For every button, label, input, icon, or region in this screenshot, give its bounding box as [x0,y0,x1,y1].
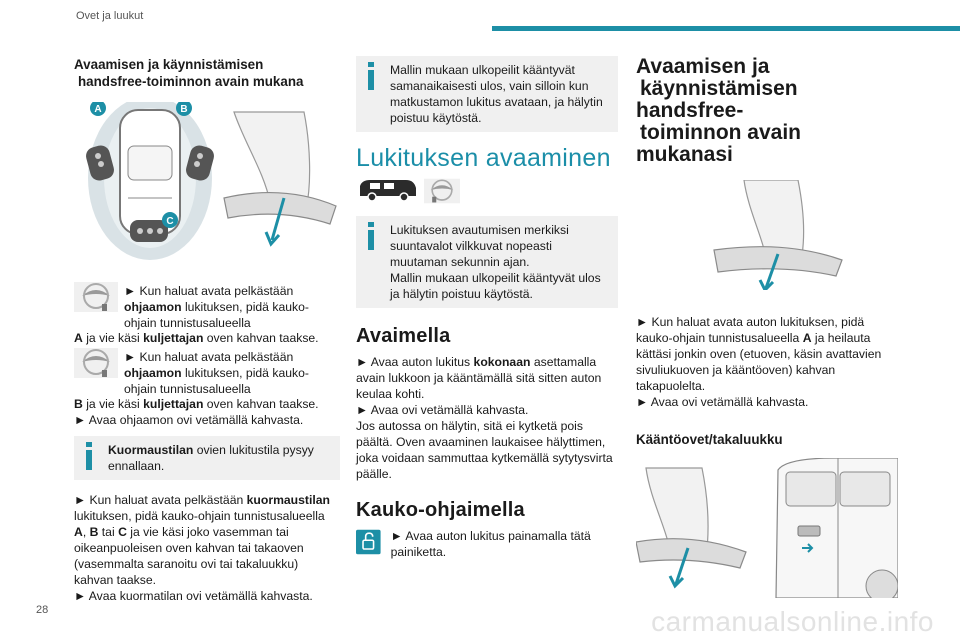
p3: ► Avaa ohjaamon ovi vetämällä kahvasta. [74,413,304,427]
p4-mid: lukituksen, pidä kauko-ohjain tunnistusalueella [74,509,325,523]
zone-label-b: B [180,104,188,115]
steering-wheel-icon [74,348,118,378]
c3p1-pre: ► Kun haluat avata auton lukituksen, pidä kauko-ohjain tunnistusalueella [636,315,865,345]
note-b: Kuormaustilan [108,443,194,457]
p1-b2: A [74,331,83,345]
av1-b: kokonaan [473,355,531,369]
steering-wheel-icon [424,178,460,204]
hand-handle-figure [636,180,898,290]
detection-zone-illustration [74,102,340,272]
p1-b3: kuljettajan [143,331,204,345]
handsfree-heading [74,56,340,90]
van-icon [356,178,418,202]
note-load-space [74,436,340,480]
p2-b2: B [74,397,83,411]
p5: ► Avaa kuormatilan ovi vetämällä kahvasta. [74,589,313,603]
c3p1-post: ja heilauta kättäsi jonkin oven (etuoven, käsin avattavien sivuliukuoven ja kääntöoven) kahvan takapuolelta. [636,331,882,393]
p2-mid2: ja vie käsi [82,397,144,411]
van-rear-illustration [776,458,898,598]
unlock-icon [356,528,381,556]
heading-kaantoovet: Kääntöovet/takaluukku [636,432,783,447]
p2-b1: ohjaamon [124,366,182,380]
note2-line2: Mallin mukaan ulkopeilit kääntyvät ulos ja hälytin poistuu käytöstä. [390,271,601,301]
steering-wheel-icon [74,282,118,312]
note2-line1: Lukituksen avautumisen merkiksi suuntavalot vilkkuvat nopeasti muutaman sekunnin ajan. [390,223,569,269]
zone-label-a: A [94,104,102,115]
column-3 [636,56,898,602]
p4-b3: B [89,525,99,539]
av1-post: asettamalla avain lukkoon ja kääntämällä sitä sitten auton keulaa kohti. [356,355,602,401]
column-1 [74,56,340,604]
heading-avaimella: Avaimella [356,325,451,347]
p4-b4: C [118,525,127,539]
p4-sep1: , [82,525,90,539]
key-fob-rear [130,220,168,242]
hand-handle-figure [224,112,336,244]
instruction-2 [74,348,340,397]
note-rest: ovien lukitustila pysyy ennallaan. [108,443,314,473]
header-accent-bar [492,26,960,31]
p2-pre: ► Kun haluat avata pelkästään [124,350,294,364]
zone-label-c: C [166,216,174,227]
watermark: carmanualsonline.info [651,606,934,637]
note-mirrors [356,56,618,132]
van-steering-icons [356,178,618,204]
p4-post: ja vie käsi joko vasemman tai oikeanpuoleisen oven kahvan tai takaoven (vasemmalta saranoitu ovi tai takaluukku) kahvan taakse. [74,525,304,587]
heading-line-1: Avaamisen ja käynnistämisen [74,57,264,72]
instruction-1 [74,282,340,331]
p1-b1: ohjaamon [124,300,182,314]
p4-b2: A [74,525,83,539]
remote-instruction [356,528,618,560]
col3-heading-line-3: toiminnon avain mukanasi [636,121,802,166]
p2-post: oven kahvan taakse. [203,397,319,411]
rear-door-figure [636,458,898,598]
note-indicators [356,216,618,308]
av2: ► Avaa ovi vetämällä kahvasta. [356,403,529,417]
av1-pre: ► Avaa auton lukitus [356,355,474,369]
p2-b3: kuljettajan [143,397,204,411]
p1-mid2: ja vie käsi [82,331,144,345]
column-2 [356,56,618,560]
note1-text: Mallin mukaan ulkopeilit kääntyvät samanaikaisesti ulos, vain silloin kun matkustamon lukitus avataan, ja hälytin poistuu käytöstä. [390,63,603,125]
c3p2: ► Avaa ovi vetämällä kahvasta. [636,395,809,409]
p1-mid: lukituksen, pidä kauko-ohjain tunnistusalueella [124,300,309,330]
p1-pre: ► Kun haluat avata pelkästään [124,284,294,298]
info-icon [83,442,95,470]
car-zones-figure [74,102,340,272]
heading-kauko: Kauko-ohjaimella [356,499,525,521]
section-title: Lukituksen avaaminen [356,144,611,172]
running-header: Ovet ja luukut [76,10,144,22]
p4-pre: ► Kun haluat avata pelkästään [74,493,247,507]
heading-line-2: handsfree-toiminnon avain mukana [78,74,304,89]
p2-mid: lukituksen, pidä kauko-ohjain tunnistusalueella [124,366,309,396]
kauko1: ► Avaa auton lukitus painamalla tätä painiketta. [390,529,591,559]
av3: Jos autossa on hälytin, sitä ei kytketä pois päältä. Oven avaaminen laukaisee hälyttimen, joka voidaan sammuttaa kytkemällä sytytysvirta päälle. [356,419,613,481]
p4-b1: kuormaustilan [246,493,330,507]
info-icon [365,62,377,90]
page-number: 28 [36,604,49,616]
col3-heading-line-2: käynnistämisen handsfree- [636,77,798,122]
p1-post: oven kahvan taakse. [203,331,319,345]
c3p1-b: A [802,331,812,345]
handsfree-heading-2 [636,56,898,166]
p4-sep2: tai [98,525,119,539]
info-icon [365,222,377,250]
col3-heading-line-1: Avaamisen ja [636,55,770,78]
